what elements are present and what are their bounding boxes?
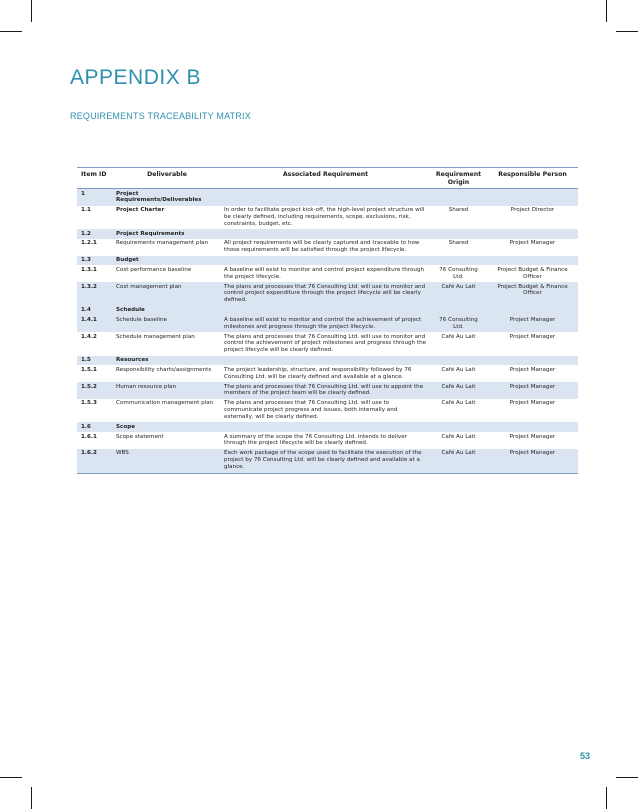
column-header-responsible-person: Responsible Person — [487, 168, 578, 189]
origin-cell — [430, 229, 487, 239]
crop-mark — [616, 777, 638, 778]
requirement-cell: A summary of the scope the 76 Consulting Ltd. intends to deliver through the project lifecycle will be clearly defined. — [224, 433, 407, 447]
item-id-cell: 1.6.1 — [81, 433, 97, 440]
requirement-cell: The project leadership, structure, and responsibility followed by 76 Consulting Ltd. will be clearly defined and available at a glance. — [224, 366, 412, 380]
requirement-cell — [221, 189, 430, 206]
deliverable-cell: Resources — [113, 356, 221, 366]
column-header-deliverable: Deliverable — [113, 168, 221, 189]
requirement-cell — [221, 306, 430, 316]
page-subtitle: REQUIREMENTS TRACEABILITY MATRIX — [70, 111, 251, 121]
origin-cell — [430, 306, 487, 316]
column-header-item-id: Item ID — [77, 168, 113, 189]
responsible-person-cell: Project Manager — [487, 449, 578, 473]
origin-cell: Café Au Lait — [441, 333, 476, 340]
origin-cell — [430, 256, 487, 266]
requirement-cell: The plans and processes that 76 Consulting Ltd. will use to monitor and control project expenditure through the project lifecycle will be clearly defined. — [221, 282, 430, 306]
deliverable-cell: WBS — [113, 449, 221, 473]
item-id-cell: 1.4 — [77, 306, 113, 316]
origin-cell — [430, 422, 487, 432]
crop-mark — [31, 0, 32, 22]
deliverable-cell: Responsibility charts/assignments — [116, 366, 212, 373]
section-row — [77, 229, 578, 239]
deliverable-cell: Project Charter — [116, 207, 165, 214]
responsible-person-cell — [487, 229, 578, 239]
requirement-cell: A baseline will exist to monitor and control project expenditure through the project lifecycle. — [224, 266, 425, 280]
responsible-person-cell: Project Manager — [509, 400, 556, 407]
origin-cell — [430, 189, 487, 206]
item-id-cell: 1.3 — [77, 256, 113, 266]
origin-cell: Café Au Lait — [441, 433, 476, 440]
origin-cell: Shared — [448, 240, 469, 247]
table-row — [77, 265, 578, 282]
item-id-cell: 1.2.1 — [81, 240, 97, 247]
requirement-cell: The plans and processes that 76 Consulting Ltd. will use to appoint the members of the project team will be clearly defined. — [221, 382, 430, 399]
item-id-cell: 1.1 — [81, 207, 91, 214]
origin-cell: Café Au Lait — [441, 366, 476, 373]
page-number: 53 — [579, 751, 590, 761]
item-id-cell: 1.6.2 — [77, 449, 113, 473]
responsible-person-cell — [487, 189, 578, 206]
item-id-cell: 1.4.1 — [77, 315, 113, 332]
requirement-cell: A baseline will exist to monitor and control the achievement of project milestones and progress through the project lifecycle. — [221, 315, 430, 332]
deliverable-cell: Scope — [113, 422, 221, 432]
origin-cell: Café Au Lait — [430, 382, 487, 399]
table-row — [77, 332, 578, 356]
deliverable-cell: Schedule management plan — [116, 333, 195, 340]
responsible-person-cell: Project Director — [510, 207, 555, 214]
deliverable-cell: Communication management plan — [116, 400, 214, 407]
responsible-person-cell — [487, 422, 578, 432]
origin-cell: Café Au Lait — [430, 449, 487, 473]
crop-mark — [606, 0, 607, 22]
requirement-cell: The plans and processes that 76 Consulting Ltd. will use to monitor and control the achievement of project milestones and progress through the project lifecycle will be clearly defined. — [224, 333, 427, 354]
table-row — [77, 382, 578, 399]
requirement-cell: The plans and processes that 76 Consulting Ltd. will use to communicate project progress and issues, both internally and externally, will be clearly defined. — [224, 400, 398, 421]
deliverable-cell: Cost performance baseline — [116, 266, 192, 273]
responsible-person-cell: Project Manager — [487, 315, 578, 332]
origin-cell — [430, 356, 487, 366]
origin-cell: 76 Consulting Ltd. — [439, 266, 478, 280]
table-row — [77, 365, 578, 382]
table-row — [77, 282, 578, 306]
responsible-person-cell: Project Budget & Finance Officer — [497, 266, 568, 280]
deliverable-cell: Scope statement — [116, 433, 164, 440]
item-id-cell: 1.5.2 — [77, 382, 113, 399]
section-row — [77, 422, 578, 432]
table-body — [77, 189, 578, 473]
deliverable-cell: Human resource plan — [113, 382, 221, 399]
requirement-cell — [221, 356, 430, 366]
table-row — [77, 239, 578, 256]
table-row — [77, 399, 578, 423]
table-row — [77, 206, 578, 230]
item-id-cell: 1.6 — [77, 422, 113, 432]
origin-cell: 76 Consulting Ltd. — [430, 315, 487, 332]
item-id-cell: 1.2 — [77, 229, 113, 239]
responsible-person-cell: Project Manager — [487, 382, 578, 399]
deliverable-cell: Budget — [113, 256, 221, 266]
origin-cell: Café Au Lait — [441, 400, 476, 407]
crop-mark — [0, 777, 22, 778]
origin-cell: Café Au Lait — [430, 282, 487, 306]
section-row — [77, 256, 578, 266]
responsible-person-cell: Project Budget & Finance Officer — [487, 282, 578, 306]
requirement-cell — [221, 229, 430, 239]
responsible-person-cell: Project Manager — [509, 333, 556, 340]
table-row — [77, 315, 578, 332]
responsible-person-cell: Project Manager — [509, 366, 556, 373]
responsible-person-cell — [487, 256, 578, 266]
deliverable-cell: Schedule baseline — [113, 315, 221, 332]
column-header-associated-requirement: Associated Requirement — [221, 168, 430, 189]
deliverable-cell: Requirements management plan — [116, 240, 208, 247]
origin-cell: Shared — [448, 207, 469, 214]
requirement-cell — [221, 422, 430, 432]
table-header-row — [77, 168, 578, 189]
section-row — [77, 306, 578, 316]
requirement-cell: Each work package of the scope used to facilitate the execution of the project by 76 Consulting Ltd. will be clearly defined and available at a glance. — [221, 449, 430, 473]
table-row — [77, 449, 578, 473]
traceability-matrix-table — [77, 167, 578, 474]
crop-mark — [606, 787, 607, 809]
item-id-cell: 1.3.1 — [81, 266, 97, 273]
column-header-requirement-origin: Requirement Origin — [430, 168, 487, 189]
item-id-cell: 1.5.3 — [81, 400, 97, 407]
responsible-person-cell: Project Manager — [509, 240, 556, 247]
item-id-cell: 1.3.2 — [77, 282, 113, 306]
requirement-cell — [221, 256, 430, 266]
responsible-person-cell — [487, 306, 578, 316]
requirement-cell: All project requirements will be clearly captured and traceable to how those requirements will be satisfied through the project lifecycle. — [224, 240, 420, 254]
crop-mark — [616, 31, 638, 32]
crop-mark — [31, 787, 32, 809]
section-row — [77, 189, 578, 206]
page-title: APPENDIX B — [70, 66, 202, 89]
deliverable-cell: Project Requirements — [113, 229, 221, 239]
item-id-cell: 1.5.1 — [81, 366, 97, 373]
crop-mark — [0, 31, 22, 32]
responsible-person-cell — [487, 356, 578, 366]
item-id-cell: 1 — [77, 189, 113, 206]
responsible-person-cell: Project Manager — [509, 433, 556, 440]
deliverable-cell: Schedule — [113, 306, 221, 316]
requirement-cell: In order to facilitate project kick-off, the high-level project structure will be clearly defined, including requirements, scope, exclusions, risk, constraints, budget, etc. — [224, 207, 425, 227]
item-id-cell: 1.4.2 — [81, 333, 97, 340]
item-id-cell: 1.5 — [77, 356, 113, 366]
deliverable-cell: Project Requirements/Deliverables — [113, 189, 221, 206]
deliverable-cell: Cost management plan — [113, 282, 221, 306]
section-row — [77, 356, 578, 366]
table-row — [77, 432, 578, 449]
